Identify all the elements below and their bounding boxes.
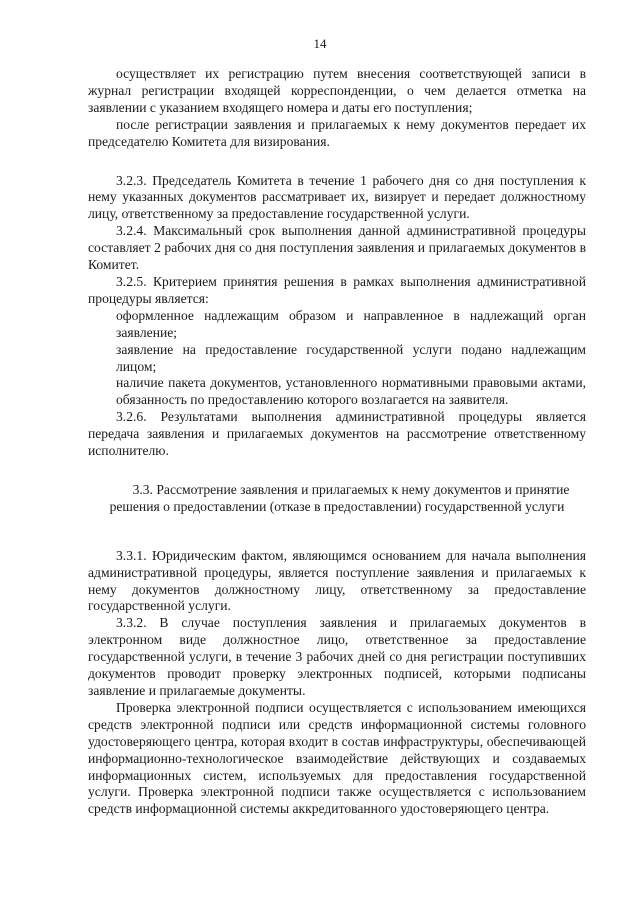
paragraph-transfer-to-chairman: после регистрации заявления и прилагаемых к нему документов передает их председателю Комитета для визирования.: [88, 116, 586, 149]
paragraph-registration: осуществляет их регистрацию путем внесения соответствующей записи в журнал регистрации входящей корреспонденции, о чем делается отметка на заявлении с указанием входящего номера и даты его поступления;: [88, 66, 586, 115]
paragraph-3-2-3: 3.2.3. Председатель Комитета в течение 1 рабочего дня со дня поступления к нему указанных документов рассматривает их, визирует и передает должностному лицу, ответственному за предоставление государственной услуги.: [88, 172, 586, 222]
spacer: [88, 516, 586, 548]
section-title-3-3: 3.3. Рассмотрение заявления и прилагаемых к нему документов и принятие решения о предоставлении (отказе в предоставлении) государственной услуги: [109, 481, 570, 514]
paragraph-3-2-5: 3.2.5. Критерием принятия решения в рамках выполнения административной процедуры является:: [88, 273, 586, 306]
spacer: [88, 151, 586, 173]
criterion-item: наличие пакета документов, установленного нормативными правовыми актами, обязанность по предоставлению которого возлагается на заявителя.: [116, 375, 586, 408]
criterion-item: заявление на предоставление государственной услуги подано надлежащим лицом;: [116, 341, 586, 374]
page-number: 14: [313, 36, 327, 51]
paragraph-3-2-4: 3.2.4. Максимальный срок выполнения данной административной процедуры составляет 2 рабочих дня со дня поступления заявления и прилагаемых документов в Комитет.: [88, 223, 586, 273]
paragraph-signature-check: Проверка электронной подписи осуществляется с использованием имеющихся средств электронной подписи или средств информационной системы головного удостоверяющего центра, которая входит в состав инфраструктуры, обеспечивающей информационно-технологическое взаимодействие действующих и создаваемых информационных систем, используемых для предоставления государственной услуги. Проверка электронной подписи также осуществляется с использованием средств информационной системы аккредитованного удостоверяющего центра.: [88, 699, 586, 817]
criterion-item: оформленное надлежащим образом и направленное в надлежащий орган заявление;: [116, 307, 586, 340]
document-body: [88, 66, 586, 818]
paragraph-3-3-2: 3.3.2. В случае поступления заявления и прилагаемых документов в электронном виде должностное лицо, ответственное за предоставление государственной услуги, в течение 3 рабочих дней со дня регистрации поступивших документов проводит проверку электронных подписей, которыми подписаны заявление и прилагаемые документы.: [88, 615, 586, 698]
spacer: [88, 460, 586, 482]
paragraph-3-3-1: 3.3.1. Юридическим фактом, являющимся основанием для начала выполнения административной процедуры, является поступление заявления и прилагаемых к нему документов должностному лицу, ответственному за предоставление государственной услуги.: [88, 547, 586, 614]
paragraph-3-2-6: 3.2.6. Результатами выполнения административной процедуры является передача заявления и прилагаемых документов на рассмотрение ответственному исполнителю.: [88, 409, 586, 459]
